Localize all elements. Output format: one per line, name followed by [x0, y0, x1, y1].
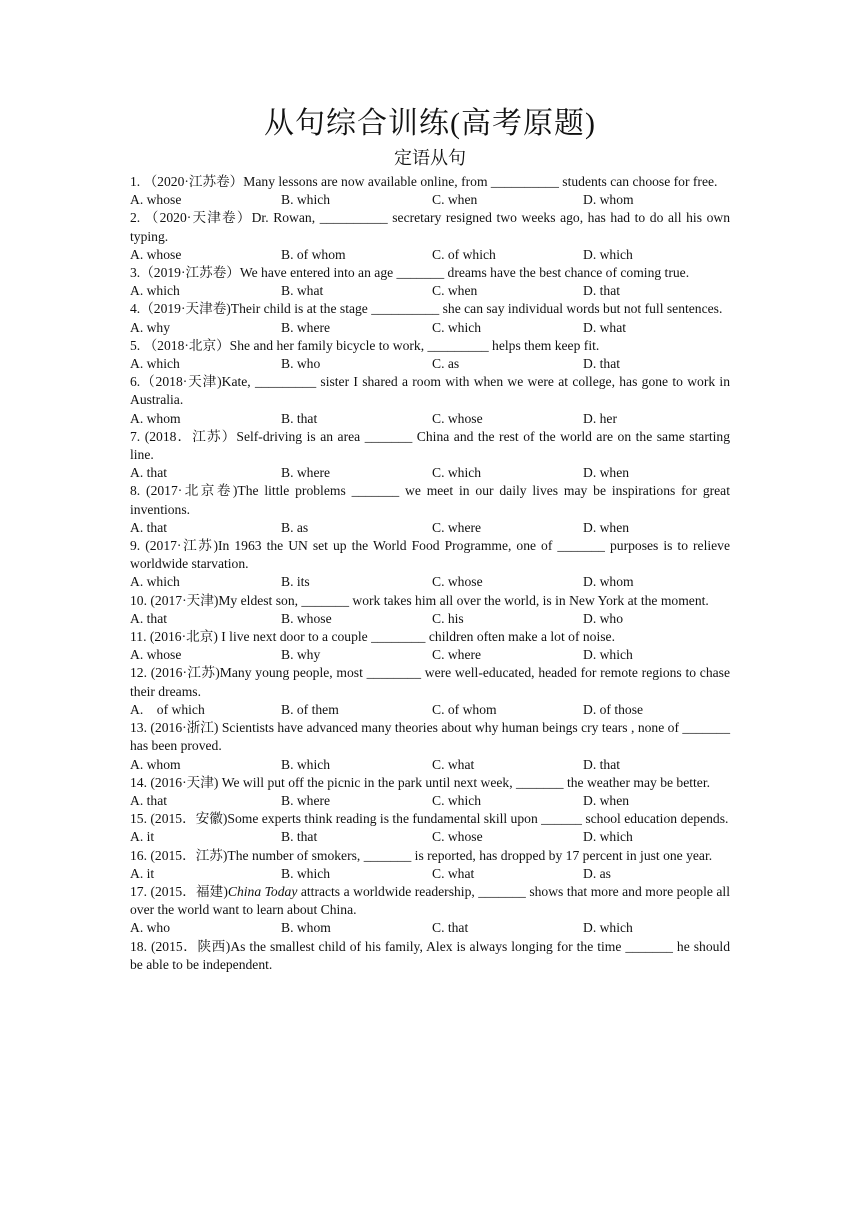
option-c: C. where — [432, 647, 482, 663]
option-d: D. as — [583, 865, 611, 881]
question-stem: 14. (2016·天津) We will put off the picnic in the park until next week, _______ the weather may be better. — [130, 774, 711, 790]
question-item — [130, 628, 730, 664]
option-a: A. which — [130, 356, 180, 372]
options-row — [130, 464, 730, 482]
option-a: A. it — [130, 829, 155, 845]
option-b: B. which — [281, 756, 331, 772]
question-item — [130, 883, 730, 938]
question-item — [130, 664, 730, 719]
magazine-title: China Today — [227, 883, 298, 899]
options-row — [130, 282, 730, 300]
question-item — [130, 537, 730, 592]
option-d: D. which — [583, 829, 633, 845]
option-b: B. who — [281, 356, 321, 372]
option-c: C. whose — [432, 574, 483, 590]
option-c: C. what — [432, 865, 475, 881]
option-d: D. whom — [583, 574, 634, 590]
option-c: C. when — [432, 192, 478, 208]
question-item — [130, 482, 730, 537]
option-b: B. its — [281, 574, 310, 590]
option-b: B. which — [281, 865, 331, 881]
option-a: A. which — [130, 574, 180, 590]
option-a: A. whom — [130, 410, 181, 426]
options-row — [130, 701, 730, 719]
options-row — [130, 919, 730, 937]
page-title: 从句综合训练(高考原题) — [264, 107, 596, 140]
option-d: D. what — [583, 319, 627, 335]
option-c: C. as — [432, 356, 460, 372]
question-item — [130, 938, 730, 974]
option-a: A. that — [130, 519, 167, 535]
options-row — [130, 865, 730, 883]
options-row — [130, 756, 730, 774]
options-row — [130, 828, 730, 846]
option-d: D. of those — [583, 701, 644, 717]
options-row — [130, 573, 730, 591]
option-c: C. which — [432, 319, 482, 335]
options-row — [130, 610, 730, 628]
question-stem: 9. (2017·江苏)In 1963 the UN set up the World Food Programme, one of _______ purposes is to relieve worldwide starvation. — [130, 538, 730, 572]
option-c: C. which — [432, 792, 482, 808]
question-stem: 10. (2017·天津)My eldest son, _______ work takes him all over the world, is in New York at the moment. — [130, 592, 709, 608]
question-stem: 8. (2017·北京卷)The little problems _______ we meet in our daily lives may be inspirations for great inventions. — [130, 483, 730, 517]
option-b: B. where — [281, 792, 331, 808]
options-row — [130, 792, 730, 810]
question-item — [130, 173, 730, 209]
options-row — [130, 246, 730, 264]
option-d: D. when — [583, 792, 630, 808]
question-stem: 3.（2019·江苏卷）We have entered into an age _______ dreams have the best chance of coming true. — [130, 265, 690, 281]
option-d: D. when — [583, 465, 630, 481]
option-b: B. whose — [281, 610, 332, 626]
option-d: D. that — [583, 283, 620, 299]
option-d: D. that — [583, 356, 620, 372]
option-d: D. which — [583, 920, 633, 936]
question-list — [130, 173, 730, 974]
option-a: A. whose — [130, 647, 182, 663]
option-a: A. that — [130, 792, 167, 808]
option-b: B. that — [281, 829, 318, 845]
question-stem: 12. (2016·江苏)Many young people, most ________ were well-educated, headed for remote regions to chase their dreams. — [130, 665, 730, 699]
options-row — [130, 519, 730, 537]
option-b: B. whom — [281, 920, 331, 936]
question-item — [130, 810, 730, 846]
options-row — [130, 191, 730, 209]
question-item — [130, 209, 730, 264]
question-stem: 2. （2020·天津卷）Dr. Rowan, __________ secretary resigned two weeks ago, has had to do all his own typing. — [130, 210, 730, 244]
option-b: B. as — [281, 519, 309, 535]
question-stem: 16. (2015．江苏)The number of smokers, _______ is reported, has dropped by 17 percent in just one year. — [130, 847, 713, 863]
option-c: C. which — [432, 465, 482, 481]
option-b: B. what — [281, 283, 324, 299]
question-stem: 18. (2015．陕西)As the smallest child of his family, Alex is always longing for the time _______ he should be able to be independent. — [130, 938, 730, 972]
question-item — [130, 264, 730, 300]
option-b: B. where — [281, 465, 331, 481]
option-c: C. of which — [432, 246, 496, 262]
question-stem — [130, 883, 730, 919]
question-stem: 6.（2018·天津)Kate, _________ sister I shared a room with when we were at college, has gone to work in Australia. — [130, 374, 730, 408]
options-row — [130, 646, 730, 664]
question-stem: 11. (2016·北京) I live next door to a couple ________ children often make a lot of noise. — [130, 629, 615, 645]
stem-prefix: 17. (2015．福建) — [130, 883, 228, 899]
option-c: C. of whom — [432, 701, 497, 717]
question-stem: 7. (2018．江苏）Self-driving is an area _______ China and the rest of the world are on the same starting line. — [130, 428, 730, 463]
question-item — [130, 847, 730, 883]
option-c: C. his — [432, 610, 464, 626]
question-item — [130, 428, 730, 483]
question-item — [130, 592, 730, 628]
option-c: C. where — [432, 519, 482, 535]
option-d: D. which — [583, 647, 633, 663]
option-d: D. who — [583, 610, 624, 626]
options-row — [130, 355, 730, 373]
options-row — [130, 410, 730, 428]
option-a: A. that — [130, 610, 167, 626]
option-c: C. when — [432, 283, 478, 299]
question-item — [130, 774, 730, 810]
option-a: A. that — [130, 465, 167, 481]
question-item — [130, 300, 730, 336]
question-item — [130, 337, 730, 373]
option-a: A. whose — [130, 246, 182, 262]
option-b: B. why — [281, 647, 321, 663]
question-item — [130, 373, 730, 428]
option-b: B. of them — [281, 701, 339, 717]
question-stem: 15. (2015．安徽)Some experts think reading is the fundamental skill upon ______ school education depends. — [130, 811, 729, 827]
stem-rest: attracts a worldwide readership, _______ shows that more and more people all over the world want to learn about China. — [130, 883, 730, 918]
option-d: D. her — [583, 410, 617, 426]
question-stem: 5. （2018·北京）She and her family bicycle to work, _________ helps them keep fit. — [130, 337, 600, 353]
option-b: B. that — [281, 410, 318, 426]
option-d: D. whom — [583, 192, 634, 208]
question-stem: 4.（2019·天津卷)Their child is at the stage __________ she can say individual words but not full sentences. — [130, 301, 723, 317]
option-b: B. which — [281, 192, 331, 208]
section-subtitle: 定语从句 — [394, 148, 466, 168]
question-stem: 1. （2020·江苏卷）Many lessons are now available online, from __________ students can choose for free. — [130, 174, 718, 189]
option-c: C. that — [432, 920, 469, 936]
option-a: A. whose — [130, 192, 182, 208]
option-a: A. of which — [130, 701, 205, 717]
options-row — [130, 319, 730, 337]
option-a: A. why — [130, 319, 171, 335]
option-a: A. it — [130, 865, 155, 881]
option-a: A. who — [130, 920, 171, 936]
option-d: D. when — [583, 519, 630, 535]
option-b: B. where — [281, 319, 331, 335]
option-c: C. whose — [432, 410, 483, 426]
option-a: A. whom — [130, 756, 181, 772]
option-c: C. what — [432, 756, 475, 772]
question-item — [130, 719, 730, 774]
option-d: D. that — [583, 756, 620, 772]
option-b: B. of whom — [281, 246, 346, 262]
option-c: C. whose — [432, 829, 483, 845]
option-d: D. which — [583, 246, 633, 262]
question-stem: 13. (2016·浙江) Scientists have advanced many theories about why human beings cry tears , none of _______ has been proved. — [130, 720, 730, 754]
option-a: A. which — [130, 283, 180, 299]
